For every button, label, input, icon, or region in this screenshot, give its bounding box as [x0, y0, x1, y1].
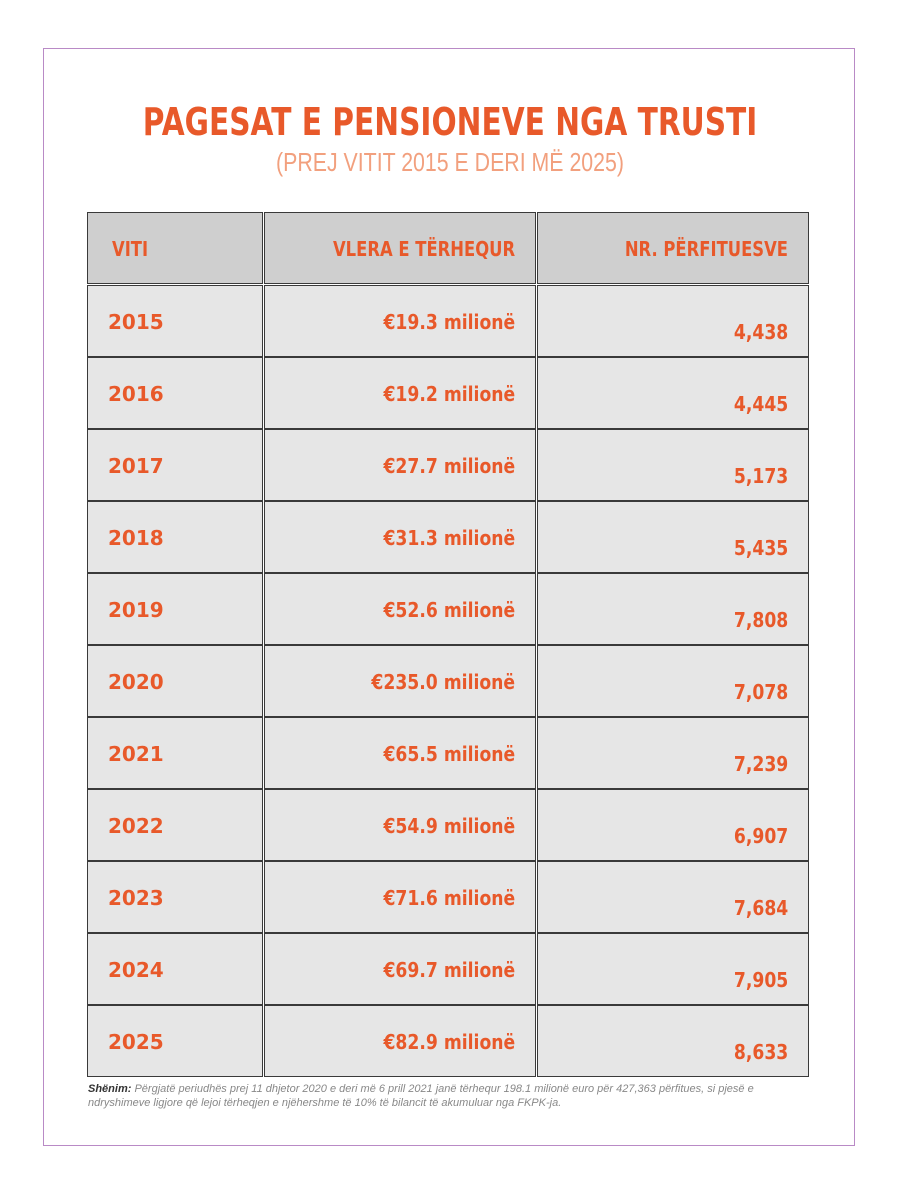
cell-year: 2015 — [87, 285, 263, 357]
page-title: PAGESAT E PENSIONEVE NGA TRUSTI — [142, 100, 758, 144]
cell-year: 2020 — [87, 645, 263, 717]
cell-year: 2025 — [87, 1005, 263, 1077]
cell-year: 2018 — [87, 501, 263, 573]
cell-year: 2017 — [87, 429, 263, 501]
cell-amount: €52.6 milionë — [264, 573, 536, 645]
cell-amount: €71.6 milionë — [264, 861, 536, 933]
cell-beneficiaries: 7,684 — [537, 861, 809, 933]
cell-amount: €19.2 milionë — [264, 357, 536, 429]
cell-beneficiaries: 7,905 — [537, 933, 809, 1005]
cell-amount: €235.0 milionë — [264, 645, 536, 717]
cell-amount: €65.5 milionë — [264, 717, 536, 789]
cell-amount: €69.7 milionë — [264, 933, 536, 1005]
footnote-text: Përgjatë periudhës prej 11 dhjetor 2020 e deri më 6 prill 2021 janë tërhequr 198.1 milionë euro për 427,363 përfitues, si pjesë e ndryshimeve ligjore që lejoi tërheqjen e njëhershme të 10% të bilancit të akumuluar nga FKPK-ja. — [88, 1083, 754, 1109]
cell-year: 2019 — [87, 573, 263, 645]
cell-year: 2023 — [87, 861, 263, 933]
cell-beneficiaries: 5,435 — [537, 501, 809, 573]
cell-beneficiaries: 4,445 — [537, 357, 809, 429]
cell-amount: €27.7 milionë — [264, 429, 536, 501]
footnote-label: Shënim: — [88, 1083, 132, 1095]
cell-beneficiaries: 6,907 — [537, 789, 809, 861]
cell-beneficiaries: 5,173 — [537, 429, 809, 501]
page-subtitle: (PREJ VITIT 2015 E DERI MË 2025) — [276, 147, 624, 177]
cell-year: 2022 — [87, 789, 263, 861]
cell-amount: €31.3 milionë — [264, 501, 536, 573]
cell-beneficiaries: 7,078 — [537, 645, 809, 717]
cell-year: 2021 — [87, 717, 263, 789]
cell-beneficiaries: 7,239 — [537, 717, 809, 789]
cell-beneficiaries: 7,808 — [537, 573, 809, 645]
header-amount: VLERA E TËRHEQUR — [264, 212, 536, 284]
cell-beneficiaries: 8,633 — [537, 1005, 809, 1077]
cell-amount: €54.9 milionë — [264, 789, 536, 861]
header-beneficiaries: NR. PËRFITUESVE — [537, 212, 809, 284]
cell-amount: €82.9 milionë — [264, 1005, 536, 1077]
cell-year: 2024 — [87, 933, 263, 1005]
footnote — [88, 1082, 808, 1110]
cell-beneficiaries: 4,438 — [537, 285, 809, 357]
header-year: VITI — [87, 212, 263, 284]
cell-amount: €19.3 milionë — [264, 285, 536, 357]
cell-year: 2016 — [87, 357, 263, 429]
